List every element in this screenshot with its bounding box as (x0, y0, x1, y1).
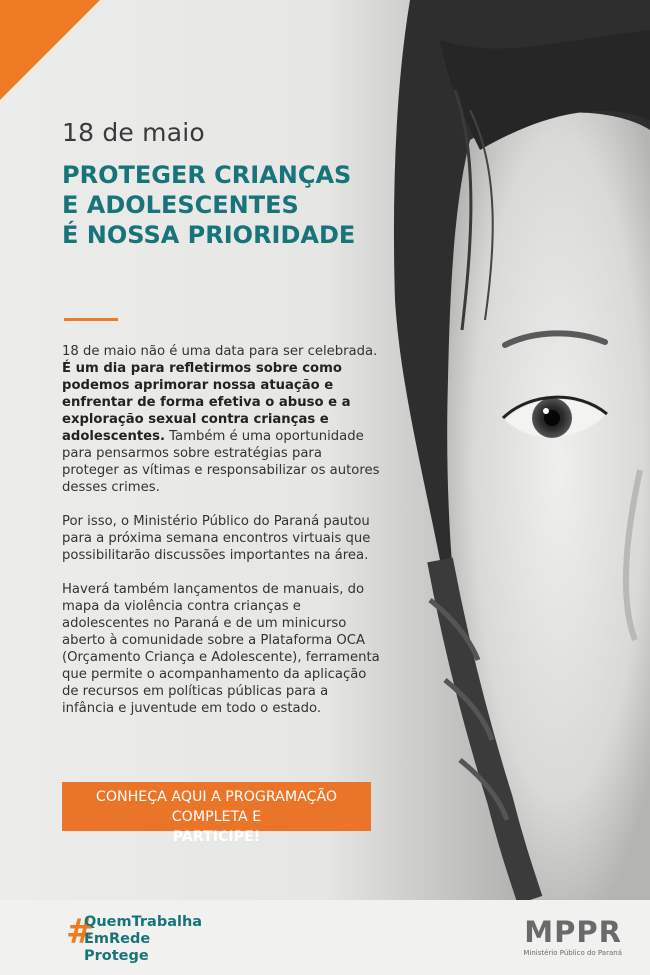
cta-line-2 (62, 807, 371, 847)
mppr-logo (523, 916, 622, 958)
date-heading: 18 de maio (62, 118, 205, 147)
body-text (62, 343, 380, 734)
hashtag-line-1: QuemTrabalha (84, 914, 203, 930)
headline-line-2: E ADOLESCENTES (62, 191, 299, 219)
hashtag-logo (66, 912, 206, 964)
hash-icon: # (66, 912, 95, 952)
paragraph-1 (62, 343, 380, 496)
footer (0, 900, 650, 975)
paragraph-2: Por isso, o Ministério Público do Paraná pautou para a próxima semana encontros virtuais que possibilitarão discussões importantes na área. (62, 514, 371, 563)
orange-divider (64, 318, 118, 321)
paragraph-3: Haverá também lançamentos de manuais, do mapa da violência contra crianças e adolescentes no Paraná e de um minicurso aberto à comunidade sobre a Plataforma OCA (Orçamento Criança e Adolescente), ferramenta que permite o acompanhamento da aplicação de recursos em políticas públicas para a infância e juventude em todo o estado. (62, 582, 380, 716)
hashtag-line-2: EmRede (84, 931, 151, 947)
page-title (62, 160, 402, 250)
paragraph-1-intro: 18 de maio não é uma data para ser celebrada. (62, 344, 378, 359)
mppr-logo-text: MPPR (524, 915, 622, 949)
paragraph-1-end: Também é uma oportunidade para pensarmos sobre estratégias para proteger as vítimas e responsabilizar os autores desses crimes. (62, 429, 380, 495)
program-cta-button[interactable] (62, 782, 371, 845)
hashtag-line-3: Protege (84, 948, 149, 964)
cta-line-1: CONHEÇA AQUI A PROGRAMAÇÃO (95, 789, 338, 805)
cta-line-2-bold: PARTICIPE! (172, 829, 261, 845)
cta-line-2-normal: COMPLETA E (171, 809, 262, 825)
mppr-logo-subtitle: Ministério Público do Paraná (523, 949, 622, 957)
hashtag-text (84, 914, 202, 965)
paragraph-1-bold: É um dia para refletirmos sobre como podemos aprimorar nossa atuação e enfrentar de forma efetiva o abuso e a exploração sexual contra crianças e adolescentes. (62, 361, 351, 444)
headline-line-3: É NOSSA PRIORIDADE (62, 221, 356, 249)
orange-triangle-icon (0, 0, 100, 100)
headline-line-1: PROTEGER CRIANÇAS (62, 161, 352, 189)
